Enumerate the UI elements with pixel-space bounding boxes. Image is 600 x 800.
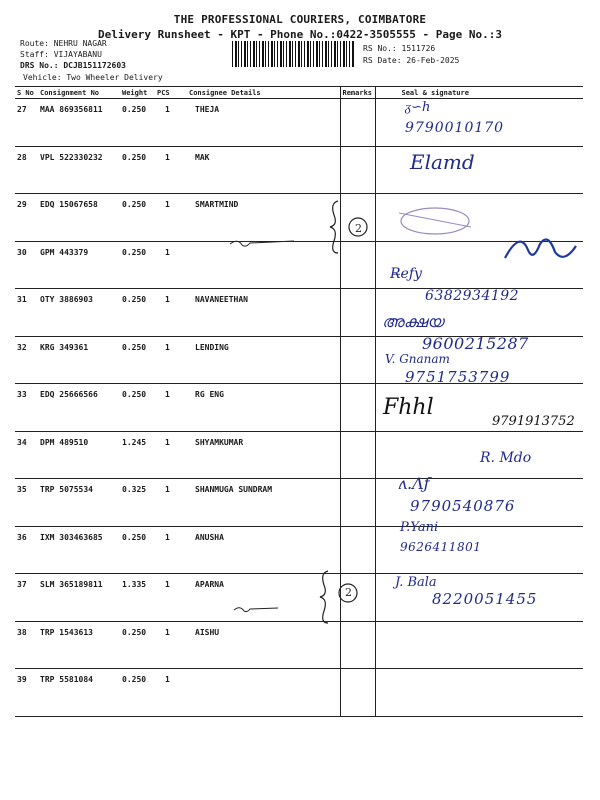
col-remarks: Remarks bbox=[340, 87, 375, 99]
brace-mark bbox=[328, 197, 376, 257]
route-label: Route: NEHRU NAGAR bbox=[20, 39, 107, 48]
cell-pcs: 1 bbox=[155, 574, 187, 622]
cell-remarks bbox=[340, 431, 375, 479]
cell-signature bbox=[375, 146, 583, 194]
stamp-mark bbox=[395, 205, 475, 240]
cell-consignment: DPM 489510 bbox=[38, 431, 120, 479]
cell-pcs: 1 bbox=[155, 194, 187, 242]
cell-pcs: 1 bbox=[155, 479, 187, 527]
cell-sno: 28 bbox=[15, 146, 38, 194]
cell-sno: 30 bbox=[15, 241, 38, 289]
handwritten-signature: അക്ഷയ bbox=[382, 312, 444, 331]
handwritten-name: J. Bala bbox=[395, 575, 437, 590]
cell-consignee: SHYAMKUMAR bbox=[187, 431, 340, 479]
cell-sno: 32 bbox=[15, 336, 38, 384]
cell-remarks bbox=[340, 669, 375, 717]
cell-weight: 0.250 bbox=[120, 669, 155, 717]
cell-pcs: 1 bbox=[155, 289, 187, 337]
handwritten-count: 2 bbox=[345, 586, 352, 599]
cell-remarks bbox=[340, 289, 375, 337]
cell-consignment: IXM 303463685 bbox=[38, 526, 120, 574]
cell-pcs: 1 bbox=[155, 431, 187, 479]
cell-consignment: EDQ 25666566 bbox=[38, 384, 120, 432]
cell-sno: 33 bbox=[15, 384, 38, 432]
cell-weight: 0.250 bbox=[120, 146, 155, 194]
cell-pcs: 1 bbox=[155, 99, 187, 147]
cell-pcs: 1 bbox=[155, 621, 187, 669]
table-header-row bbox=[15, 87, 583, 99]
cell-sno: 27 bbox=[15, 99, 38, 147]
barcode bbox=[232, 41, 354, 67]
cell-weight: 0.250 bbox=[120, 289, 155, 337]
cell-pcs: 1 bbox=[155, 146, 187, 194]
table-row bbox=[15, 146, 583, 194]
cell-consignee: SHANMUGA SUNDRAM bbox=[187, 479, 340, 527]
cell-consignee: ANUSHA bbox=[187, 526, 340, 574]
cell-consignee: MAK bbox=[187, 146, 340, 194]
runsheet-table bbox=[15, 86, 583, 717]
cell-weight: 0.250 bbox=[120, 336, 155, 384]
col-consignee: Consignee Details bbox=[187, 87, 340, 99]
cell-consignment: SLM 365189811 bbox=[38, 574, 120, 622]
cell-remarks bbox=[340, 99, 375, 147]
handwritten-name: V. Gnanam bbox=[385, 352, 450, 366]
cell-sno: 39 bbox=[15, 669, 38, 717]
cell-sno: 31 bbox=[15, 289, 38, 337]
cell-consignment: GPM 443379 bbox=[38, 241, 120, 289]
handwritten-signature: Elamd bbox=[410, 150, 475, 174]
cell-weight: 0.250 bbox=[120, 526, 155, 574]
cell-sno: 37 bbox=[15, 574, 38, 622]
tick-mark bbox=[232, 604, 282, 616]
signature-scribble bbox=[500, 228, 582, 268]
col-signature: Seal & signature bbox=[375, 87, 583, 99]
handwritten-phone: 9790010170 bbox=[405, 120, 505, 136]
cell-weight: 1.335 bbox=[120, 574, 155, 622]
cell-consignment: VPL 522330232 bbox=[38, 146, 120, 194]
col-pcs: PCS bbox=[155, 87, 187, 99]
handwritten-phone: 9791913752 bbox=[492, 414, 575, 429]
cell-pcs: 1 bbox=[155, 526, 187, 574]
handwritten-phone: 8220051455 bbox=[432, 590, 538, 608]
cell-consignment: MAA 869356811 bbox=[38, 99, 120, 147]
company-title: THE PROFESSIONAL COURIERS, COIMBATORE bbox=[173, 13, 427, 26]
table-row bbox=[15, 526, 583, 574]
handwritten-signature: ᵹ∽h bbox=[405, 100, 431, 115]
handwritten-signature: ʌ.Ʌƒ bbox=[398, 474, 430, 493]
cell-sno: 29 bbox=[15, 194, 38, 242]
cell-consignee: SMARTMIND bbox=[187, 194, 340, 242]
drs-label: DRS No.: DCJB151172603 bbox=[20, 61, 126, 70]
tick-mark bbox=[228, 236, 298, 250]
handwritten-phone: 9626411801 bbox=[400, 540, 482, 554]
cell-weight: 0.250 bbox=[120, 194, 155, 242]
handwritten-phone: 9790540876 bbox=[410, 497, 516, 515]
cell-consignment: OTY 3886903 bbox=[38, 289, 120, 337]
brace-mark bbox=[318, 567, 366, 627]
table-row bbox=[15, 621, 583, 669]
cell-sno: 38 bbox=[15, 621, 38, 669]
handwritten-phone: 9751753799 bbox=[405, 368, 511, 386]
handwritten-signature: R̶eƒy bbox=[390, 266, 422, 282]
cell-pcs: 1 bbox=[155, 241, 187, 289]
cell-sno: 36 bbox=[15, 526, 38, 574]
runsheet-subtitle: Delivery Runsheet - KPT - Phone No.:0422-3505555 - Page No.:3 bbox=[98, 28, 502, 41]
cell-consignee: AISHU bbox=[187, 621, 340, 669]
cell-consignment: TRP 5075534 bbox=[38, 479, 120, 527]
cell-remarks bbox=[340, 384, 375, 432]
handwritten-signature: Fhhl bbox=[383, 395, 434, 420]
cell-weight: 1.245 bbox=[120, 431, 155, 479]
col-weight: Weight bbox=[120, 87, 155, 99]
handwritten-signature: R. Mdo bbox=[480, 450, 532, 466]
cell-remarks bbox=[340, 336, 375, 384]
cell-weight: 0.325 bbox=[120, 479, 155, 527]
rs-number: RS No.: 1511726 bbox=[363, 44, 436, 53]
cell-pcs: 1 bbox=[155, 384, 187, 432]
table-row bbox=[15, 241, 583, 289]
table-row bbox=[15, 194, 583, 242]
cell-consignment: TRP 5581084 bbox=[38, 669, 120, 717]
cell-consignee: NAVANEETHAN bbox=[187, 289, 340, 337]
cell-signature bbox=[375, 669, 583, 717]
cell-consignment: EDQ 15067658 bbox=[38, 194, 120, 242]
cell-weight: 0.250 bbox=[120, 99, 155, 147]
cell-pcs: 1 bbox=[155, 669, 187, 717]
cell-remarks bbox=[340, 479, 375, 527]
handwritten-name: P.Yani bbox=[400, 520, 439, 535]
col-consignment: Consignment No bbox=[38, 87, 120, 99]
cell-weight: 0.250 bbox=[120, 241, 155, 289]
cell-pcs: 1 bbox=[155, 336, 187, 384]
handwritten-phone: 6382934192 bbox=[425, 288, 520, 304]
cell-consignment: TRP 1543613 bbox=[38, 621, 120, 669]
cell-remarks bbox=[340, 146, 375, 194]
rs-date: RS Date: 26-Feb-2025 bbox=[363, 56, 460, 65]
cell-consignee: RG ENG bbox=[187, 384, 340, 432]
table-row bbox=[15, 669, 583, 717]
cell-consignment: KRG 349361 bbox=[38, 336, 120, 384]
cell-weight: 0.250 bbox=[120, 384, 155, 432]
staff-label: Staff: VIJAYABANU bbox=[20, 50, 102, 59]
handwritten-count: 2 bbox=[355, 222, 362, 235]
cell-consignee bbox=[187, 669, 340, 717]
cell-sno: 35 bbox=[15, 479, 38, 527]
cell-consignee: LENDING bbox=[187, 336, 340, 384]
col-sno: S No bbox=[15, 87, 38, 99]
cell-sno: 34 bbox=[15, 431, 38, 479]
vehicle-label: Vehicle: Two Wheeler Delivery bbox=[23, 73, 163, 82]
cell-consignee: THEJA bbox=[187, 99, 340, 147]
cell-remarks bbox=[340, 621, 375, 669]
cell-weight: 0.250 bbox=[120, 621, 155, 669]
cell-consignee: APARNA bbox=[187, 574, 340, 622]
handwritten-phone: 9600215287 bbox=[422, 334, 529, 353]
cell-signature bbox=[375, 431, 583, 479]
cell-signature bbox=[375, 621, 583, 669]
